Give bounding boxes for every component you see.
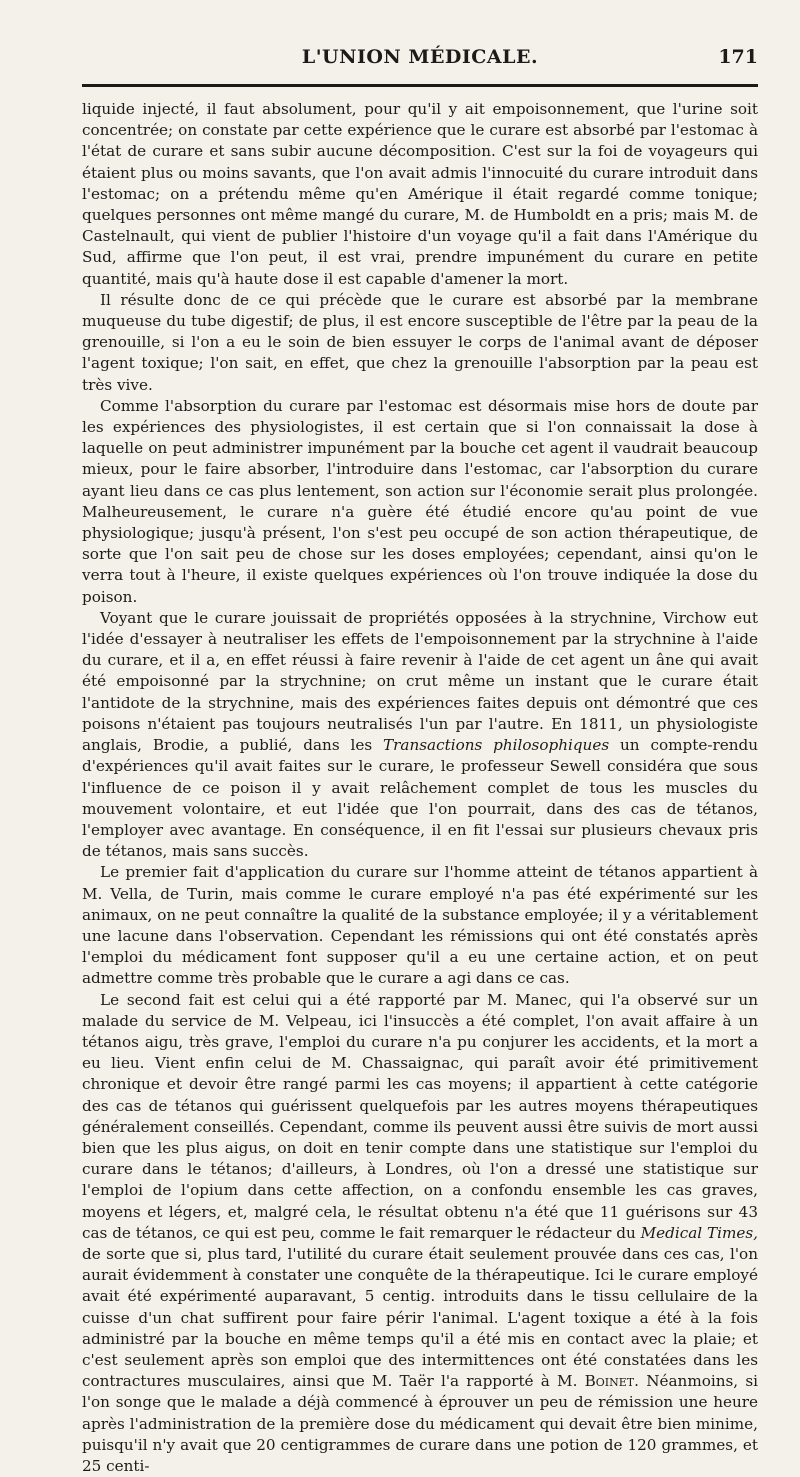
paragraph-text: liquide injecté, il faut absolument, pour qu'il y ait empoisonnement, que l'urine soit concentrée; on constate par cette expérience que le curare est absorbé par l'estomac à l'état de curare et sans subir aucune décomposition. C'est sur la foi de voyageurs qui étaient plus ou moins savants, que l'on avait admis l'innocuité du curare introduit dans l'estomac; on a prétendu même qu'en Amérique il était regardé comme tonique; quelques personnes ont même mangé du curare, M. de Humboldt en a pris; mais M. de Castelnault, qui vient de publier l'histoire d'un voyage qu'il a fait dans l'Amérique du Sud, affirme que l'on peut, il est vrai, prendre impunément du curare en petite quantité, mais qu'à haute dose il est capable d'amener la mort.	[82, 100, 758, 288]
journal-title: Medical Times,	[640, 1223, 758, 1242]
paragraph-text: Il résulte donc de ce qui précède que le curare est absorbé par la membrane muqueuse du tube digestif; de plus, il est encore susceptible de l'être par la peau de la grenouille, si l'on a eu le soin de bien essuyer le corps de l'animal avant de déposer l'agent toxique; l'on sait, en effet, que chez la grenouille l'absorption par la peau est très vive.	[82, 290, 758, 394]
paragraph-text: . Néanmoins, si l'on songe que le malade a déjà commencé à éprouver un peu de rémission une heure après l'administration de la première dose du médicament qui devait être bien minime, puisqu'il n'y avait que 20 centigrammes de curare dans une potion de 120 grammes, et 25 centi-	[82, 1372, 758, 1475]
author-name: Boinet	[584, 1372, 635, 1391]
journal-title: Transactions philosophiques	[383, 736, 610, 755]
paragraph	[82, 862, 758, 989]
paragraph-text: Voyant que le curare jouissait de propriétés opposées à la strychnine, Virchow eut l'idée d'essayer à neutraliser les effets de l'empoisonnement par la strychnine à l'aide du curare, et il a, en effet réussi à faire revenir à l'aide de cet agent un âne qui avait été empoisonné par la strychnine; on crut même un instant que le curare était l'antidote de la strychnine, mais des expériences faites depuis ont démontré que ces poisons n'étaient pas toujours neutralisés l'un par l'autre. En 1811, un physiologiste anglais, Brodie, a publié, dans les	[82, 608, 758, 755]
paragraph-text: Le second fait est celui qui a été rapporté par M. Manec, qui l'a observé sur un malade du service de M. Velpeau, ici l'insuccès a été complet, l'on avait affaire à un tétanos aigu, très grave, l'emploi du curare n'a pu conjurer les accidents, et la mort a eu lieu. Vient enfin celui de M. Chassaignac, qui paraît avoir été primitivement chronique et devoir être rangé parmi les cas moyens; il appartient à cette catégorie des cas de tétanos qui guérissent quelquefois par les autres moyens thérapeutiques généralement conseillés. Cependant, comme ils peuvent aussi être suivis de mort aussi bien que les plus aigus, on doit en tenir compte dans une statistique sur l'emploi du curare dans le tétanos; d'ailleurs, à Londres, où l'on a dressé une statistique sur l'emploi de l'opium dans cette affection, on a confondu ensemble les cas graves, moyens et légers, et, malgré cela, le résultat obtenu n'a été que 11 guérisons sur 43 cas de tétanos, ce qui est peu, comme le fait remarquer le rédacteur du	[82, 990, 758, 1242]
paragraph-text: un compte-rendu d'expériences qu'il avait faites sur le curare, le professeur Sewell considéra que sous l'influence de ce poison il y avait relâchement complet de tous les muscles du mouvement volontaire, et eut l'idée que l'on pourrait, dans des cas de tétanos, l'employer avec avantage. En conséquence, il en fit l'essai sur plusieurs chevaux pris de tétanos, mais sans succès.	[82, 736, 758, 861]
running-header	[82, 46, 758, 72]
paragraph-text: Le premier fait d'application du curare sur l'homme atteint de tétanos appartient à M. Vella, de Turin, mais comme le curare employé n'a pas été expérimenté sur les animaux, on ne peut connaître la qualité de la substance employée; il y a véritablement une lacune dans l'observation. Cependant les rémissions qui ont été constatés après l'emploi du médicament font supposer qu'il a eu une certaine action, et on peut admettre comme très probable que le curare a agi dans ce cas.	[82, 863, 758, 988]
paragraph-text: Comme l'absorption du curare par l'estomac est désormais mise hors de doute par les expériences des physiologistes, il est certain que si l'on connaissait la dose à laquelle on peut administrer impunément par la bouche cet agent il vaudrait beaucoup mieux, pour le faire absorber, l'introduire dans l'estomac, car l'absorption du curare ayant lieu dans ce cas plus lentement, son action sur l'économie serait plus prolongée. Malheureusement, le curare n'a guère été étudié encore qu'au point de vue physiologique; jusqu'à présent, l'on s'est peu occupé de son action thérapeutique, de sorte que l'on sait peu de chose sur les doses employées; cependant, ainsi qu'on le verra tout à l'heure, il existe quelques expériences où l'on trouve indiquée la dose du poison.	[82, 396, 758, 606]
paragraph-text: de sorte que si, plus tard, l'utilité du curare était seulement prouvée dans ces cas, l'on aurait évidemment à constater une conquête de la thérapeutique. Ici le curare employé avait été expérimenté auparavant, 5 centig. introduits dans le tissu cellulaire de la cuisse d'un chat suffirent pour faire périr l'animal. L'agent toxique a été à la fois administré par la bouche en même temps qu'il a été mis en contact avec la plaie; et c'est seulement après son emploi que des intermittences ont été constatées dans les contractures musculaires, ainsi que M. Taër l'a rapporté à M.	[82, 1244, 758, 1391]
paragraph	[82, 608, 758, 862]
page-number: 171	[718, 46, 758, 68]
running-title: L'UNION MÉDICALE.	[301, 46, 539, 68]
paragraph	[82, 396, 758, 608]
paragraph	[82, 990, 758, 1477]
body-text	[82, 99, 758, 1477]
header-rule	[82, 84, 758, 87]
paragraph	[82, 99, 758, 290]
paragraph	[82, 290, 758, 396]
